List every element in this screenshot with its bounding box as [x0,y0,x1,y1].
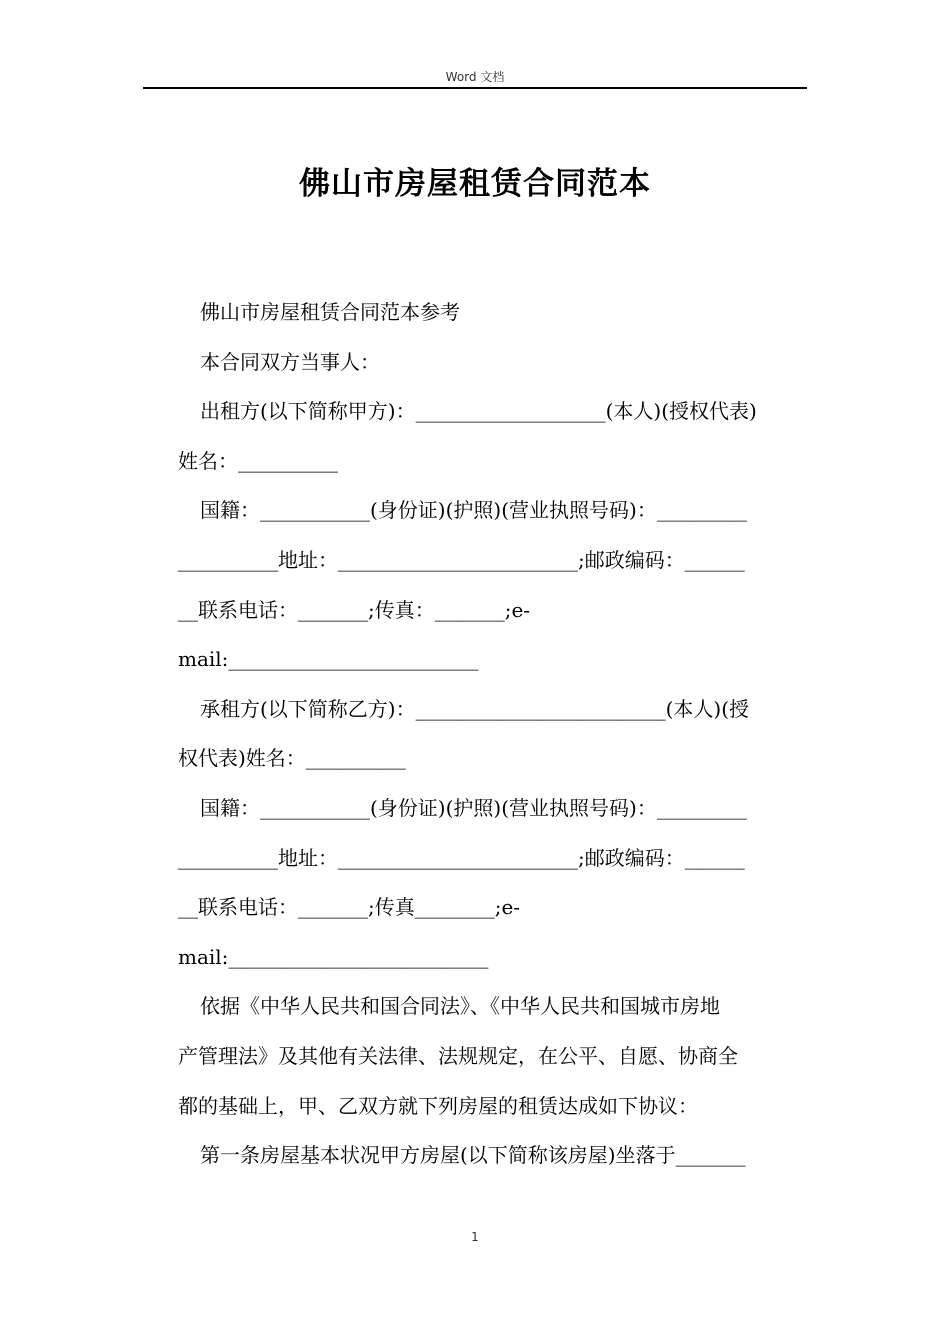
page-number: 1 [471,1230,479,1244]
paragraph-line: __________地址：________________________;邮政编码：______ [178,547,745,572]
paragraph-line: 姓名：__________ [178,448,338,473]
paragraph-line: 权代表)姓名：__________ [178,746,406,771]
paragraph-line: 佛山市房屋租赁合同范本参考 [200,300,460,324]
paragraph-line: mail:_________________________ [178,647,479,672]
paragraph-line: mail:__________________________ [178,944,489,969]
document-title: 佛山市房屋租赁合同范本 [299,166,651,202]
paragraph-line: __联系电话：_______;传真：_______;e- [178,597,531,622]
page-header-label: Word 文档 [445,70,505,84]
header-divider [143,87,807,89]
paragraph-line: __________地址：________________________;邮政编码：______ [178,845,745,870]
paragraph-line: 产管理法》及其他有关法律、法规规定，在公平、自愿、协商全 [178,1043,738,1068]
paragraph-line: 承租方(以下简称乙方)：_________________________(本人)(授 [200,696,750,721]
paragraph-line: __联系电话：_______;传真________;e- [178,895,521,920]
paragraph-line: 国籍：___________(身份证)(护照)(营业执照号码)：_________ [200,498,747,523]
paragraph-line: 都的基础上，甲、乙双方就下列房屋的租赁达成如下协议： [178,1093,698,1118]
paragraph-line: 出租方(以下简称甲方)：___________________(本人)(授权代表) [200,399,757,424]
paragraph-line: 国籍：___________(身份证)(护照)(营业执照号码)：_________ [200,795,747,820]
document-body [178,288,808,1181]
paragraph-line: 依据《中华人民共和国合同法》、《中华人民共和国城市房地 [200,994,720,1019]
paragraph-line: 本合同双方当事人： [200,349,380,374]
paragraph-line: 第一条房屋基本状况甲方房屋(以下简称该房屋)坐落于_______ [200,1143,746,1168]
